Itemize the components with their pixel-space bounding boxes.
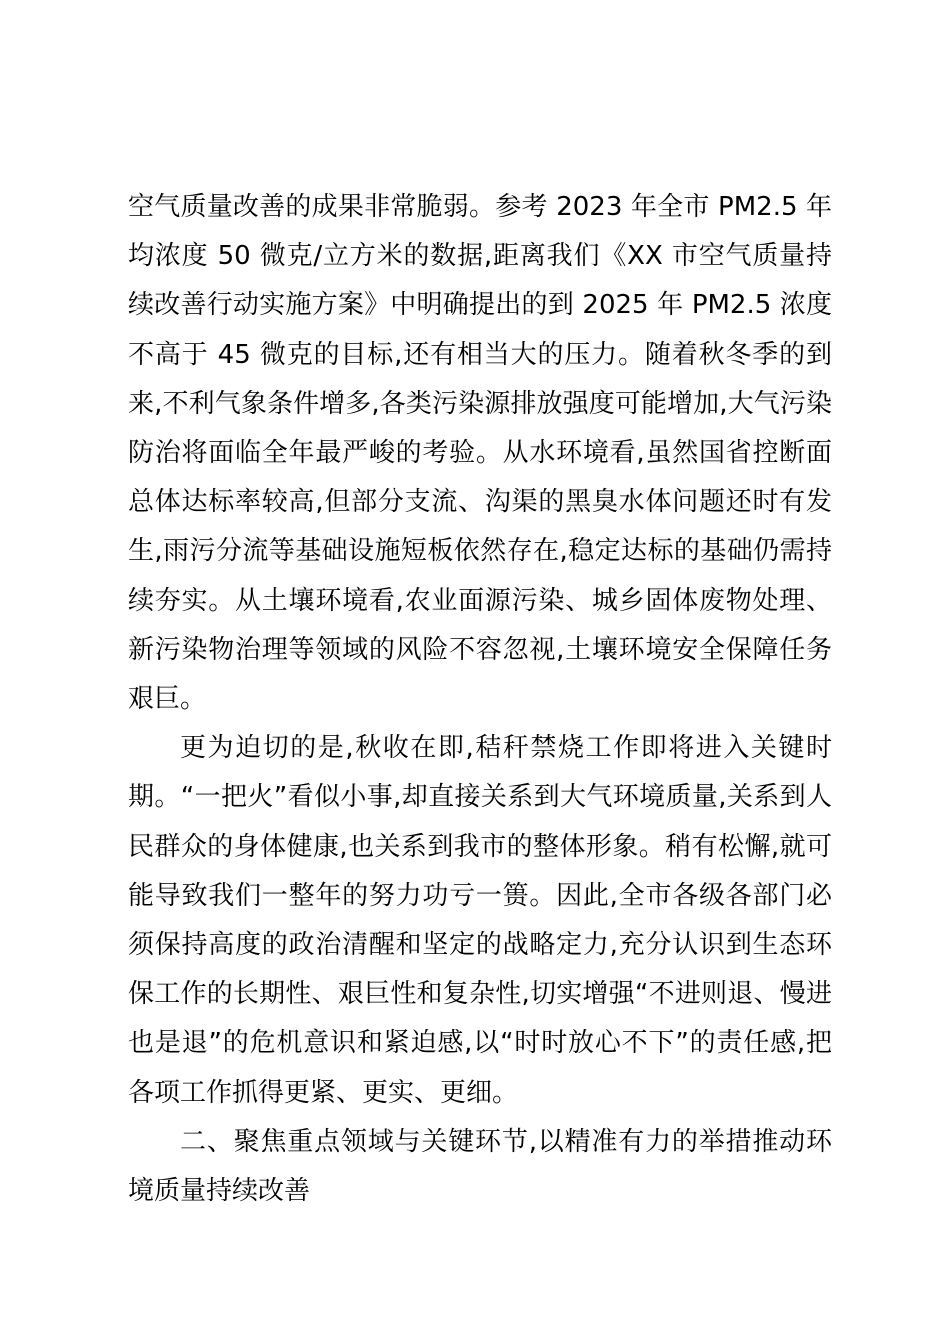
section-heading: 二、聚焦重点领域与关键环节,以精准有力的举措推动环境质量持续改善 (128, 1126, 832, 1207)
document-body (128, 183, 832, 1216)
paragraph-straw-burning: 更为迫切的是,秋收在即,秸秆禁烧工作即将进入关键时期。“一把火”看似小事,却直接关系到大气环境质量,关系到人民群众的身体健康,也关系到我市的整体形象。稍有松懈,就可能导致我们一整年的努力功亏一篑。因此,全市各级各部门必须保持高度的政治清醒和坚定的战略定力,充分认识到生态环保工作的长期性、艰巨性和复杂性,切实增强“不进则退、慢进也是退”的危机意识和紧迫感,以“时时放心不下”的责任感,把各项工作抓得更紧、更实、更细。 (128, 733, 832, 1108)
paragraph-continued: 空气质量改善的成果非常脆弱。参考 2023 年全市 PM2.5 年均浓度 50 微克/立方米的数据,距离我们《XX 市空气质量持续改善行动实施方案》中明确提出的到 2025 年 PM2.5 浓度不高于 45 微克的目标,还有相当大的压力。随着秋冬季的到来,不利气象条件增多,各类污染源排放强度可能增加,大气污染防治将面临全年最严峻的考验。从水环境看,虽然国省控断面总体达标率较高,但部分支流、沟渠的黑臭水体问题还时有发生,雨污分流等基础设施短板依然存在,稳定达标的基础仍需持续夯实。从土壤环境看,农业面源污染、城乡固体废物处理、新污染物治理等领域的风险不容忽视,土壤环境安全保障任务艰巨。 (128, 192, 832, 715)
